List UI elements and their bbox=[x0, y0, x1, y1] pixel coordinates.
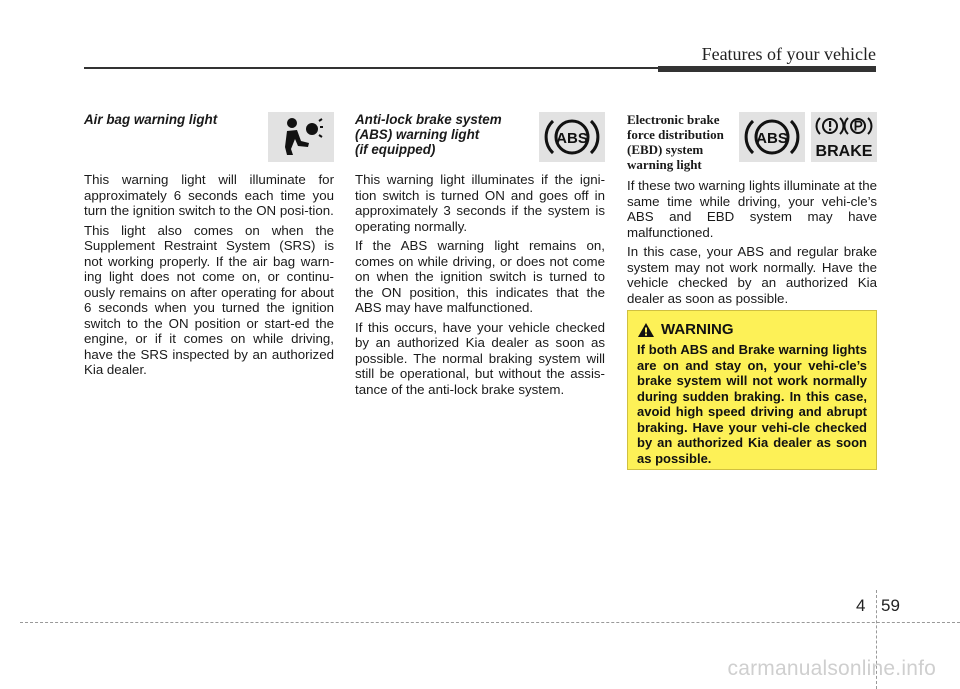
abs-paragraph-1: This warning light illuminates if the igni-tion switch is turned ON and goes off in approximately 3 seconds if the system is operating normally. bbox=[355, 172, 605, 234]
airbag-warning-icon bbox=[279, 117, 323, 157]
airbag-indicator-box bbox=[268, 112, 334, 162]
ebd-heading bbox=[627, 112, 737, 172]
abs-paragraph-2: If the ABS warning light remains on, comes on while driving, or does not come on when the ignition switch is turned to the ON position, this indicates that the ABS may have malfunctioned. bbox=[355, 238, 605, 315]
ebd-paragraph-2: In this case, your ABS and regular brake system may not work normally. Have the vehicle checked by an authorized Kia dealer as soon as possible. bbox=[627, 244, 877, 306]
ebd-abs-icon-text: ABS bbox=[756, 130, 788, 147]
header-rule-accent bbox=[658, 66, 876, 72]
abs-warning-icon bbox=[744, 115, 800, 159]
page-number: 59 bbox=[881, 596, 900, 615]
ebd-heading-line-4: warning light bbox=[627, 157, 702, 172]
warning-text: If both ABS and Brake warning lights are on and stay on, your vehi-cle’s brake system will not work normally during sudden braking. In this case, avoid high speed driving and abrupt braking. Have your vehi-cle checked by an authorized Kia dealer as soon as possible. bbox=[637, 342, 867, 466]
abs-warning-icon bbox=[544, 115, 600, 159]
ebd-abs-indicator-box bbox=[739, 112, 805, 162]
airbag-paragraph-2: This light also comes on when the Supplement Restraint System (SRS) is not working properly. If the air bag warn-ing light does not come on, or continu-ously remains on after operating for about 6 seconds when you turned the ignition switch to the ON position or start-ed the engine, or if it comes on while driving, have the SRS inspected by an authorized Kia dealer. bbox=[84, 222, 334, 377]
brake-indicator-box bbox=[811, 112, 877, 162]
warning-triangle-icon bbox=[637, 322, 655, 338]
ebd-section bbox=[627, 112, 877, 310]
warning-title: WARNING bbox=[661, 321, 734, 338]
abs-heading-line-2: (ABS) warning light bbox=[355, 127, 480, 142]
abs-icon-text: ABS bbox=[556, 130, 588, 147]
ebd-heading-line-1: Electronic brake bbox=[627, 112, 720, 127]
warning-box bbox=[627, 310, 877, 470]
ebd-paragraph-1: If these two warning lights illuminate at the same time while driving, your vehi-cle’s ABS and EBD system may have malfunctioned. bbox=[627, 178, 877, 240]
abs-heading bbox=[355, 112, 525, 157]
ebd-heading-line-3: (EBD) system bbox=[627, 142, 704, 157]
abs-paragraph-3: If this occurs, have your vehicle checked by an authorized Kia dealer as soon as possible. The normal braking system will still be operational, but without the assis-tance of the anti-lock brake system. bbox=[355, 319, 605, 397]
airbag-heading: Air bag warning light bbox=[84, 112, 218, 127]
airbag-section bbox=[84, 112, 334, 382]
header-title: Features of your vehicle bbox=[701, 44, 876, 64]
brake-icon-text: BRAKE bbox=[815, 143, 873, 160]
section-number: 4 bbox=[856, 596, 866, 615]
brake-warning-icon bbox=[814, 114, 874, 160]
abs-heading-line-1: Anti-lock brake system bbox=[355, 112, 502, 127]
ebd-heading-line-2: force distribution bbox=[627, 127, 724, 142]
watermark: carmanualsonline.info bbox=[727, 657, 936, 680]
footer-rule bbox=[20, 622, 960, 623]
abs-section bbox=[355, 112, 605, 401]
abs-indicator-box bbox=[539, 112, 605, 162]
abs-heading-line-3: (if equipped) bbox=[355, 142, 436, 157]
airbag-paragraph-1: This warning light will illuminate for approximately 6 seconds each time you turn the ignition switch to the ON posi-tion. bbox=[84, 172, 334, 218]
